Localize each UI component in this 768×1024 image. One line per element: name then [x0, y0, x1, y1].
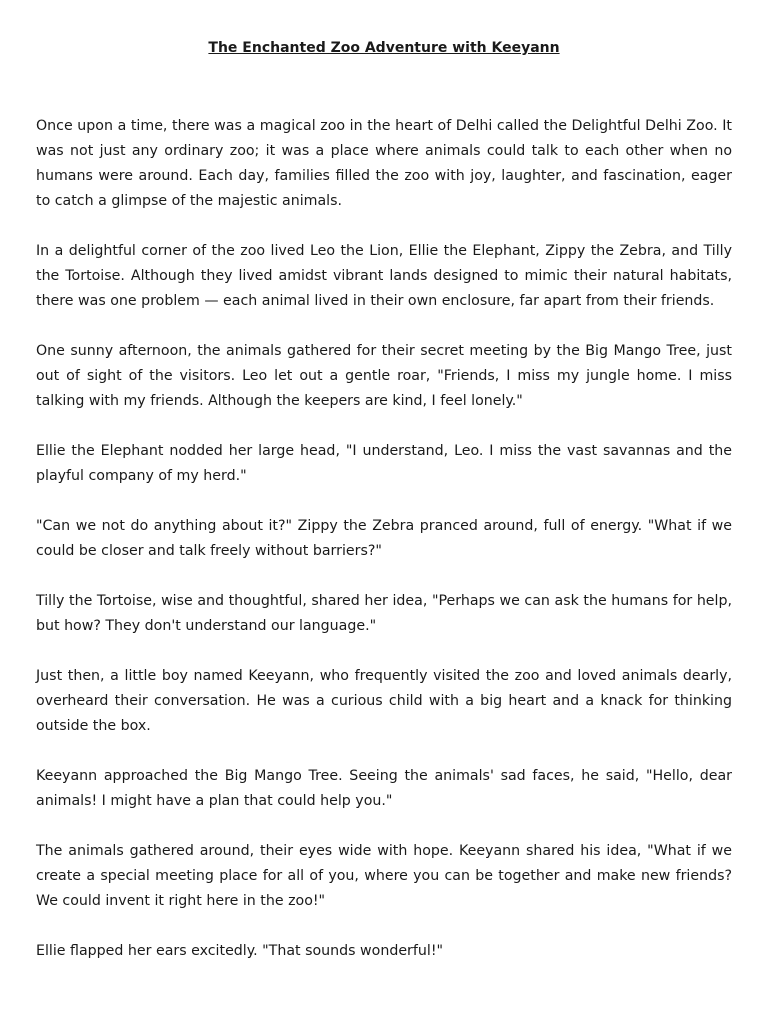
paragraph-1: Once upon a time, there was a magical zoo in the heart of Delhi called the Delightful Delhi Zoo. It was not just any ordinary zoo; it was a place where animals could talk to each other when no humans were around. Each day, families filled the zoo with joy, laughter, and fascination, eager to catch a glimpse of the majestic animals. [36, 118, 732, 209]
paragraph-5: "Can we not do anything about it?" Zippy the Zebra pranced around, full of energy. "What if we could be closer and talk freely without barriers?" [36, 518, 732, 559]
paragraph-6: Tilly the Tortoise, wise and thoughtful, shared her idea, "Perhaps we can ask the humans for help, but how? They don't understand our language." [36, 593, 732, 634]
paragraph-3: One sunny afternoon, the animals gathered for their secret meeting by the Big Mango Tree, just out of sight of the visitors. Leo let out a gentle roar, "Friends, I miss my jungle home. I miss talking with my friends. Although the keepers are kind, I feel lonely." [36, 343, 732, 409]
paragraph-9: The animals gathered around, their eyes wide with hope. Keeyann shared his idea, "What if we create a special meeting place for all of you, where you can be together and make new friends? We could invent it right here in the zoo!" [36, 843, 732, 909]
paragraph-2: In a delightful corner of the zoo lived Leo the Lion, Ellie the Elephant, Zippy the Zebra, and Tilly the Tortoise. Although they lived amidst vibrant lands designed to mimic their natural habitats, there was one problem — each animal lived in their own enclosure, far apart from their friends. [36, 243, 732, 309]
paragraph-10: Ellie flapped her ears excitedly. "That sounds wonderful!" [36, 943, 444, 959]
paragraph-7: Just then, a little boy named Keeyann, who frequently visited the zoo and loved animals dearly, overheard their conversation. He was a curious child with a big heart and a knack for thinking outside the box. [36, 668, 732, 734]
paragraph-8: Keeyann approached the Big Mango Tree. Seeing the animals' sad faces, he said, "Hello, dear animals! I might have a plan that could help you." [36, 768, 732, 809]
paragraph-4: Ellie the Elephant nodded her large head, "I understand, Leo. I miss the vast savannas and the playful company of my herd." [36, 443, 732, 484]
document-title: The Enchanted Zoo Adventure with Keeyann [208, 40, 560, 56]
